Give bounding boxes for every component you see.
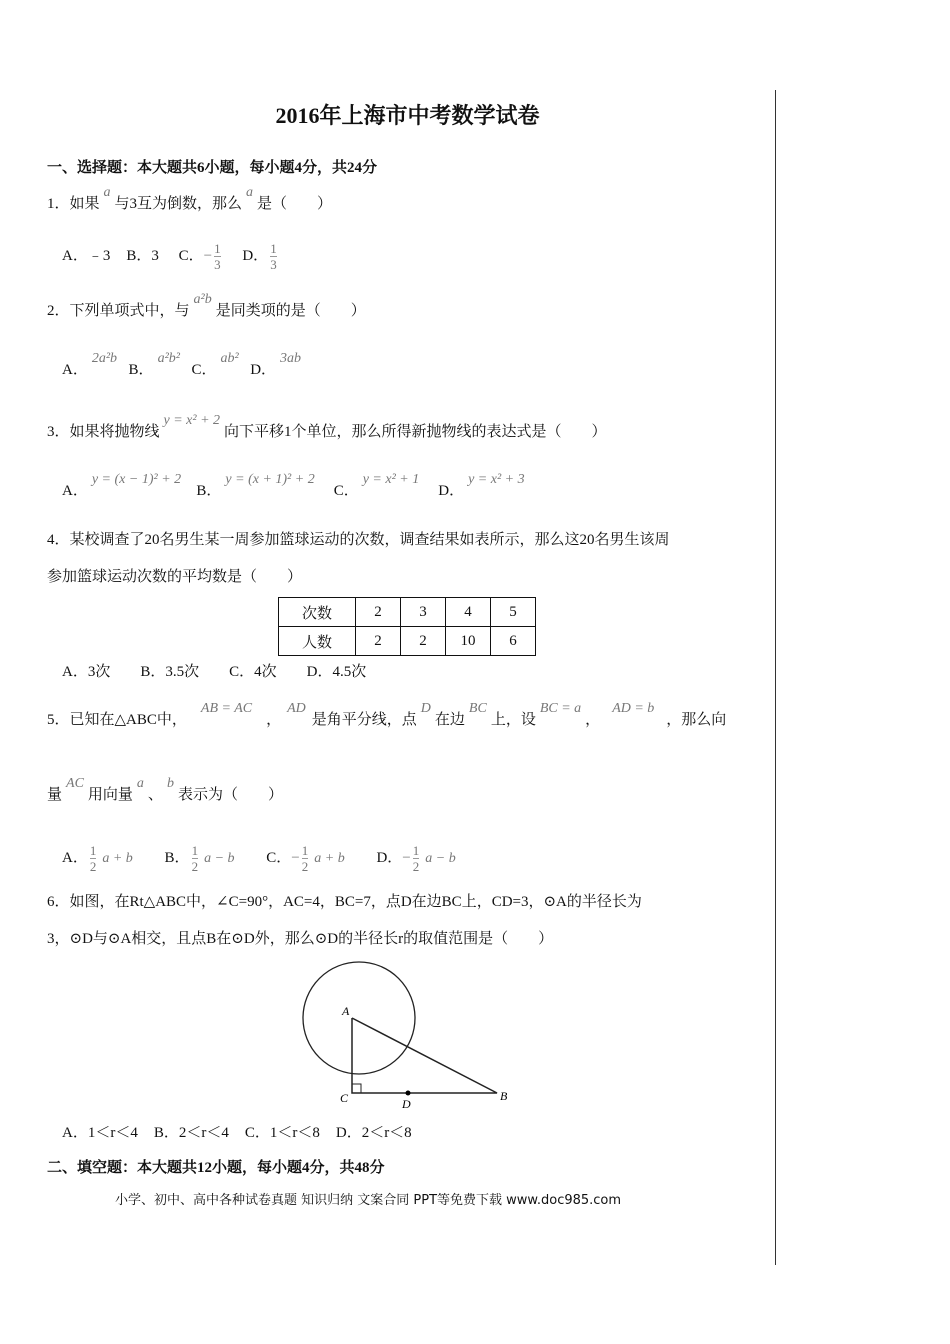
label-a: A <box>342 1004 350 1018</box>
table-cell: 2 <box>401 627 446 656</box>
geometry-figure <box>300 958 512 1110</box>
question-5-options: A． $\frac{1}{2}$ a + b B． $\frac{1}{2}$ a − b C．− $\frac{1}{2}$ a + b D．− $\frac{1}{2}$ a − b <box>62 843 456 874</box>
question-4-line1: 4．某校调查了20名男生某一周参加篮球运动的次数，调查结果如表所示，那么这20名男生该周 <box>47 532 670 548</box>
table-cell: 2 <box>356 627 401 656</box>
data-table <box>278 597 536 656</box>
question-5-line2: 量AC用向量a、b表示为（ ） <box>47 776 283 803</box>
question-3: 3．如果将抛物线y = x² + 2向下平移1个单位，那么所得新抛物线的表达式是（ ） <box>47 413 607 440</box>
label-d: D <box>402 1097 411 1110</box>
right-angle-mark <box>352 1084 361 1093</box>
page-title: 2016年上海市中考数学试卷 <box>275 103 540 128</box>
question-4-options: A．3次 B．3.5次 C．4次 D．4.5次 <box>62 664 367 680</box>
table-row <box>279 598 536 627</box>
question-2: 2．下列单项式中，与a²b是同类项的是（ ） <box>47 292 366 319</box>
question-4-line2: 参加篮球运动次数的平均数是（ ） <box>47 569 303 585</box>
question-3-options: A．y = (x − 1)² + 2 B．y = (x + 1)² + 2 C．y = x² + 1 D．y = x² + 3 <box>62 472 525 499</box>
question-6-line2: 3，⊙D与⊙A相交，且点B在⊙D外，那么⊙D的半径长r的取值范围是（ ） <box>47 931 554 947</box>
table-cell: 人数 <box>279 627 356 656</box>
label-c: C <box>340 1091 349 1105</box>
table-cell: 次数 <box>279 598 356 627</box>
point-d <box>406 1091 411 1096</box>
triangle-abc <box>352 1018 497 1093</box>
table-cell: 6 <box>491 627 536 656</box>
section-heading-2: 二、填空题：本大题共12小题，每小题4分，共48分 <box>47 1160 385 1176</box>
label-b: B <box>500 1089 508 1103</box>
table-row <box>279 627 536 656</box>
question-6-options: A．1＜r＜4 B．2＜r＜4 C．1＜r＜8 D．2＜r＜8 <box>62 1125 412 1141</box>
question-1: 1．如果a与3互为倒数，那么a是（ ） <box>47 185 333 212</box>
table-cell: 10 <box>446 627 491 656</box>
table-cell: 2 <box>356 598 401 627</box>
question-5-line1: 5．已知在△ABC中，AB = AC，AD是角平分线，点D在边BC上，设BC = a，AD = b，那么向 <box>47 701 727 728</box>
table-cell: 4 <box>446 598 491 627</box>
question-1-options: A．﹣3 B．3 C．− $\frac{1}{3}$ D． $\frac{1}{3}$ <box>62 241 277 272</box>
section-heading: 一、选择题：本大题共6小题，每小题4分，共24分 <box>47 160 378 176</box>
table-cell: 3 <box>401 598 446 627</box>
table-cell: 5 <box>491 598 536 627</box>
footer-text: 小学、初中、高中各种试卷真题 知识归纳 文案合同 PPT等免费下载 www.doc985.com <box>115 1193 622 1208</box>
question-2-options: A．2a²b B．a²b² C．ab² D．3ab <box>62 351 302 378</box>
margin-line <box>775 90 776 1265</box>
circle-a <box>303 962 415 1074</box>
question-6-line1: 6．如图，在Rt△ABC中，∠C=90°，AC=4，BC=7，点D在边BC上，CD=3，⊙A的半径长为 <box>47 894 642 910</box>
